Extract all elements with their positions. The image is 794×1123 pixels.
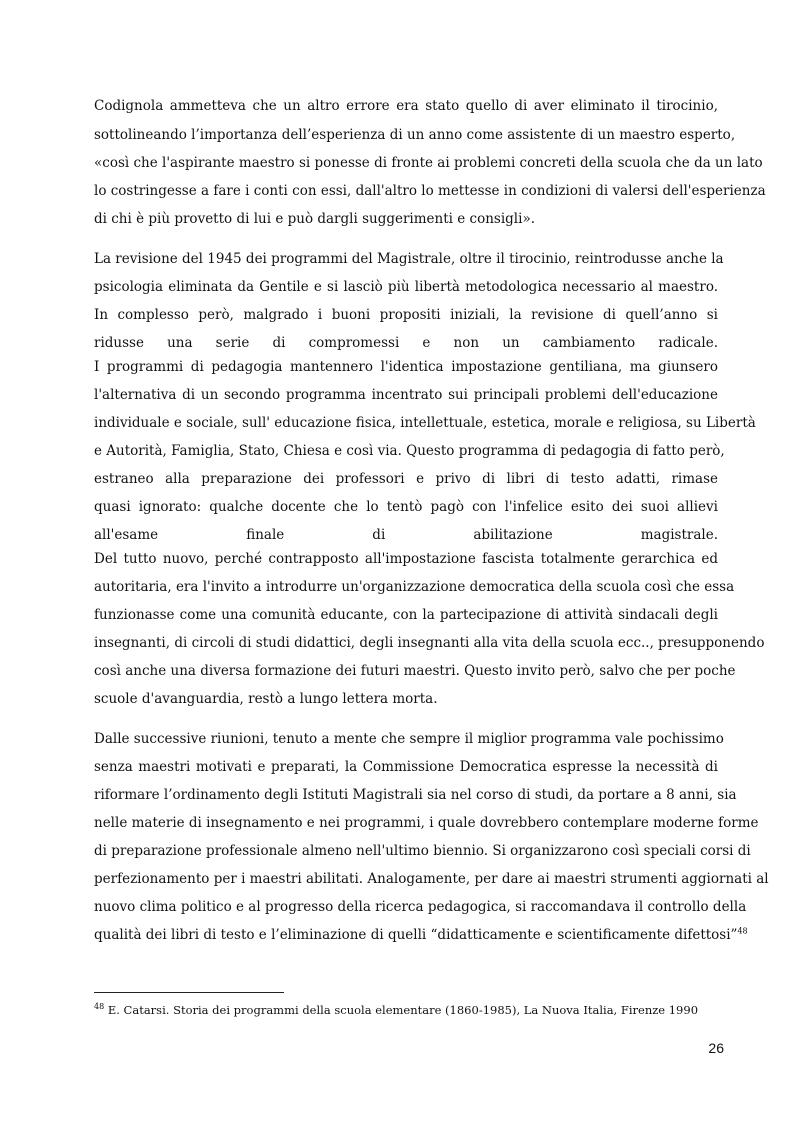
text-line: insegnanti, di circoli di studi didattici, degli insegnanti alla vita della scuola ecc.., presupponendo [94,635,765,651]
text-line: e Autorità, Famiglia, Stato, Chiesa e così via. Questo programma di pedagogia di fatto però, [94,443,725,459]
text-line: perfezionamento per i maestri abilitati. Analogamente, per dare ai maestri strumenti aggiornati al [94,871,769,887]
text-line: nelle materie di insegnamento e nei programmi, i quale dovrebbero contemplare moderne forme [94,815,759,831]
text-line: l'alternativa di un secondo programma incentrato sui principali problemi dell'educazione [94,387,718,403]
footnote-reference[interactable]: 48 [737,926,748,936]
page-number: 26 [708,1040,724,1056]
text-line: individuale e sociale, sull' educazione fisica, intellettuale, estetica, morale e religiosa, su Libertà [94,415,756,431]
text-line: così anche una diversa formazione dei futuri maestri. Questo invito però, salvo che per poche [94,663,736,679]
text-line: quasi ignorato: qualche docente che lo tentò pagò con l'infelice esito dei suoi allievi [94,499,718,515]
text-line: La revisione del 1945 dei programmi del Magistrale, oltre il tirocinio, reintrodusse anche la [94,251,724,267]
text-line: di preparazione professionale almeno nell'ultimo biennio. Si organizzarono così speciali corsi di [94,843,751,859]
text-line: I programmi di pedagogia mantennero l'identica impostazione gentiliana, ma giunsero [94,359,718,375]
text-line: estraneo alla preparazione dei professori e privo di libri di testo adatti, rimase [94,471,718,487]
text-line: lo costringesse a fare i conti con essi, dall'altro lo mettesse in condizioni di valersi dell'esperienza [94,183,766,199]
text-line: Codignola ammetteva che un altro errore era stato quello di aver eliminato il tirocinio, [94,98,718,114]
text-line: scuole d'avanguardia, restò a lungo lettera morta. [94,691,438,707]
text-line: senza maestri motivati e preparati, la Commissione Democratica espresse la necessità di [94,759,718,775]
text-line: funzionasse come una comunità educante, con la partecipazione di attività sindacali degli [94,607,718,623]
footnote-text: E. Catarsi. Storia dei programmi della scuola elementare (1860-1985), La Nuova Italia, Firenze 1990 [107,1003,699,1017]
text-line: all'esame finale di abilitazione magistrale. [94,527,718,543]
footnote-marker: 48 [94,1002,105,1012]
text-line: nuovo clima politico e al progresso della ricerca pedagogica, si raccomandava il controllo della [94,899,747,915]
footnote-separator [94,992,284,993]
text-line: riformare l’ordinamento degli Istituti Magistrali sia nel corso di studi, da portare a 8 anni, sia [94,787,737,803]
text-line: Del tutto nuovo, perché contrapposto all'impostazione fascista totalmente gerarchica ed [94,551,718,567]
footnote [94,1002,718,1018]
text-line: sottolineando l’importanza dell’esperienza di un anno come assistente di un maestro esperto, [94,127,736,143]
text-line: «così che l'aspirante maestro si ponesse di fronte ai problemi concreti della scuola che da un lato [94,155,763,171]
text-line: psicologia eliminata da Gentile e si lasciò più libertà metodologica necessario al maestro. [94,279,718,295]
text-line: ridusse una serie di compromessi e non un cambiamento radicale. [94,335,718,351]
text-line: autoritaria, era l'invito a introdurre un'organizzazione democratica della scuola così che essa [94,579,735,595]
text-line: di chi è più provetto di lui e può dargli suggerimenti e consigli». [94,211,535,227]
text-line-content: qualità dei libri di testo e l’eliminazione di quelli “didatticamente e scientificamente difettosi” [94,927,738,943]
text-line [94,925,748,945]
text-line: Dalle successive riunioni, tenuto a mente che sempre il miglior programma vale pochissimo [94,731,724,747]
text-line: In complesso però, malgrado i buoni propositi iniziali, la revisione di quell’anno si [94,307,718,323]
